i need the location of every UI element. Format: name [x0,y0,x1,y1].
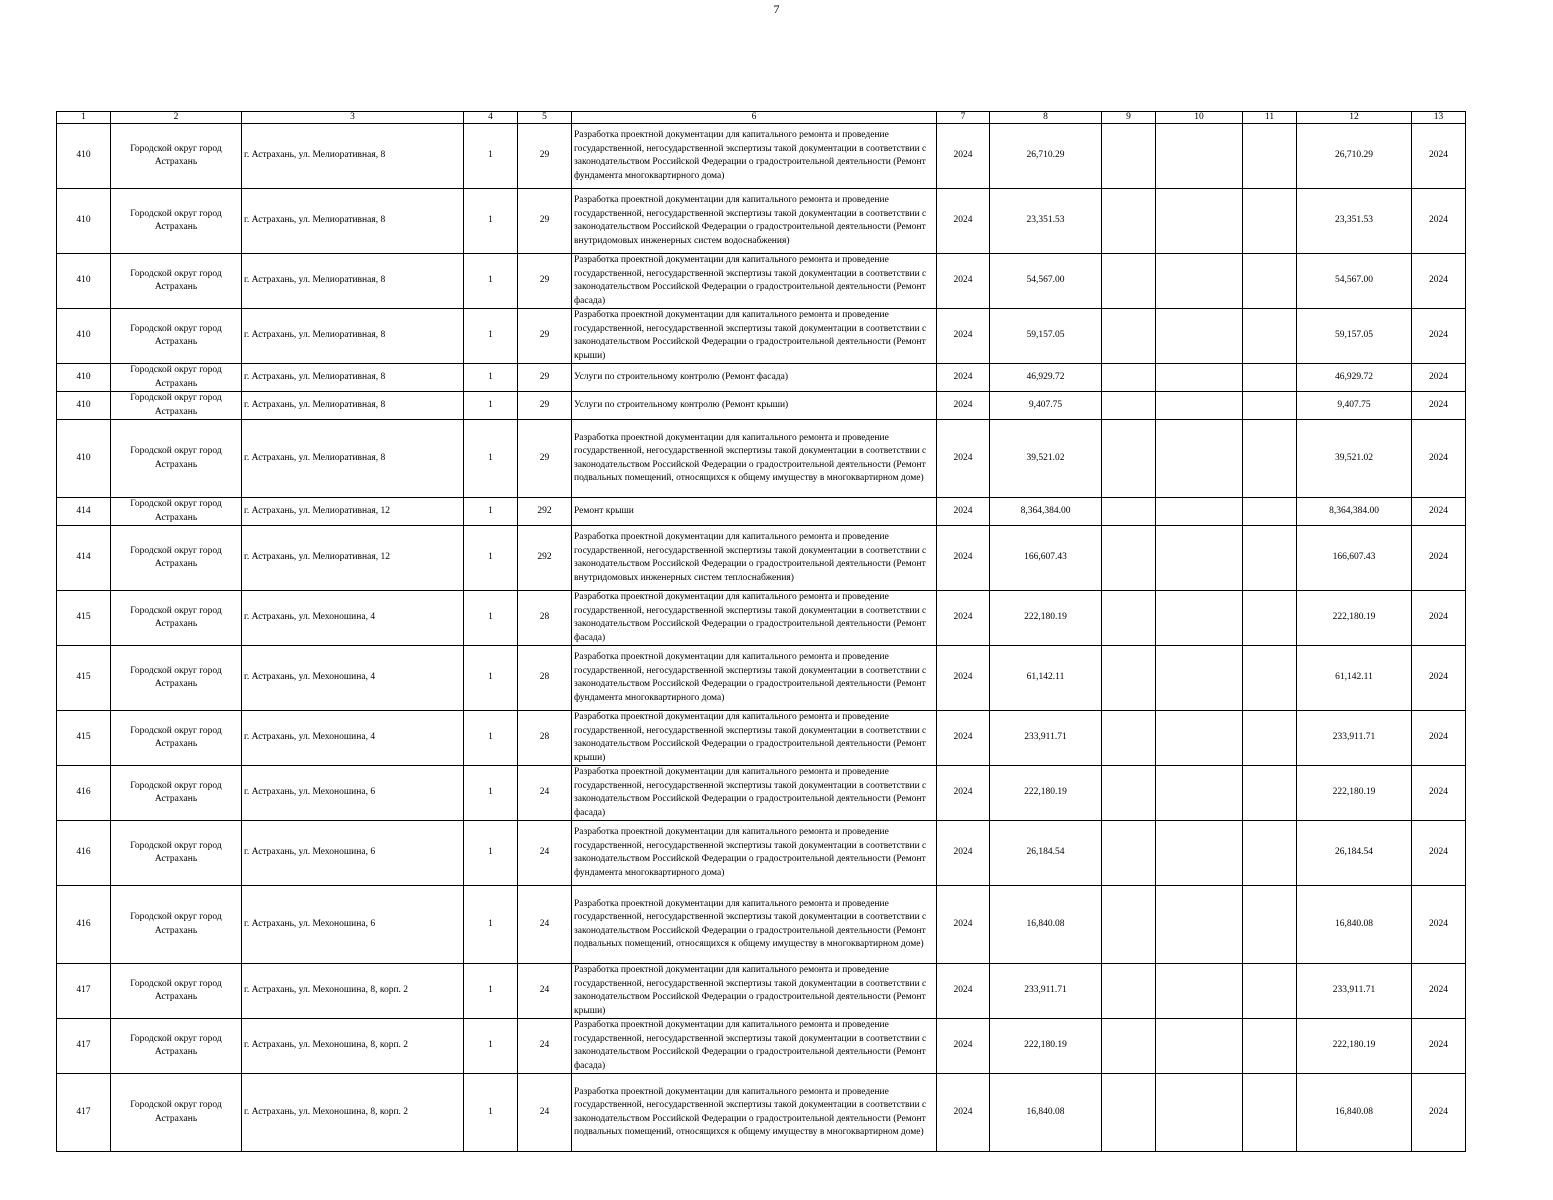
cell-col-10 [1156,821,1243,886]
cell-col-10 [1156,1019,1243,1074]
cell-municipality: Городской округ город Астрахань [111,526,242,591]
cell-completion-year: 2024 [1412,646,1466,711]
cell-year: 2024 [937,364,990,392]
cell-year: 2024 [937,821,990,886]
cell-total: 26,184.54 [1297,821,1412,886]
cell-cost: 39,521.02 [990,420,1102,498]
cell-year: 2024 [937,766,990,821]
page-number: 7 [773,2,780,16]
cell-completion-year: 2024 [1412,591,1466,646]
cell-municipality: Городской округ город Астрахань [111,591,242,646]
cell-address: г. Астрахань, ул. Мелиоративная, 8 [242,364,464,392]
cell-year: 2024 [937,498,990,526]
cell-total: 46,929.72 [1297,364,1412,392]
cell-work-description: Разработка проектной документации для капитального ремонта и проведение государственной, негосударственной экспертизы такой документации в соответствии с законодательством Российской Федерации о градостроительной деятельности (Ремонт фасада) [572,254,937,309]
cell-cost: 9,407.75 [990,392,1102,420]
cell-col-5: 29 [518,364,572,392]
cell-completion-year: 2024 [1412,364,1466,392]
cell-col-10 [1156,189,1243,254]
cell-municipality: Городской округ город Астрахань [111,420,242,498]
cell-work-description: Разработка проектной документации для капитального ремонта и проведение государственной, негосударственной экспертизы такой документации в соответствии с законодательством Российской Федерации о градостроительной деятельности (Ремонт фундамента многоквартирного дома) [572,646,937,711]
cell-col-10 [1156,392,1243,420]
cell-work-description: Разработка проектной документации для капитального ремонта и проведение государственной, негосударственной экспертизы такой документации в соответствии с законодательством Российской Федерации о градостроительной деятельности (Ремонт фундамента многоквартирного дома) [572,124,937,189]
cell-col-11 [1243,1074,1297,1152]
table-row [57,392,1466,420]
cell-municipality: Городской округ город Астрахань [111,364,242,392]
cell-col-10 [1156,766,1243,821]
cell-address: г. Астрахань, ул. Мелиоративная, 8 [242,254,464,309]
cell-col-5: 29 [518,124,572,189]
cell-number: 414 [57,498,111,526]
cell-completion-year: 2024 [1412,189,1466,254]
cell-col-9 [1102,646,1156,711]
cell-total: 23,351.53 [1297,189,1412,254]
cell-col-9 [1102,591,1156,646]
cell-col-9 [1102,189,1156,254]
cell-municipality: Городской округ город Астрахань [111,309,242,364]
cell-work-description: Разработка проектной документации для капитального ремонта и проведение государственной, негосударственной экспертизы такой документации в соответствии с законодательством Российской Федерации о градостроительной деятельности (Ремонт крыши) [572,964,937,1019]
cell-cost: 233,911.71 [990,711,1102,766]
cell-completion-year: 2024 [1412,254,1466,309]
cell-cost: 8,364,384.00 [990,498,1102,526]
cell-address: г. Астрахань, ул. Мелиоративная, 12 [242,498,464,526]
cell-total: 26,710.29 [1297,124,1412,189]
cell-completion-year: 2024 [1412,1074,1466,1152]
cell-col-4: 1 [464,711,518,766]
cell-col-11 [1243,309,1297,364]
cell-address: г. Астрахань, ул. Мехоношина, 6 [242,821,464,886]
cell-col-9 [1102,124,1156,189]
cell-cost: 54,567.00 [990,254,1102,309]
cell-col-4: 1 [464,526,518,591]
cell-completion-year: 2024 [1412,1019,1466,1074]
cell-col-9 [1102,392,1156,420]
cell-col-9 [1102,711,1156,766]
cell-completion-year: 2024 [1412,309,1466,364]
cell-col-11 [1243,526,1297,591]
cell-completion-year: 2024 [1412,766,1466,821]
cell-col-4: 1 [464,646,518,711]
cell-col-5: 292 [518,526,572,591]
cell-col-11 [1243,591,1297,646]
cell-col-11 [1243,964,1297,1019]
cell-completion-year: 2024 [1412,526,1466,591]
cell-number: 417 [57,1074,111,1152]
cell-number: 416 [57,821,111,886]
cell-col-4: 1 [464,124,518,189]
column-header: 7 [937,112,990,124]
cell-col-9 [1102,309,1156,364]
cell-col-5: 29 [518,420,572,498]
table-row [57,309,1466,364]
cell-municipality: Городской округ город Астрахань [111,886,242,964]
cell-completion-year: 2024 [1412,886,1466,964]
cell-col-9 [1102,766,1156,821]
cell-address: г. Астрахань, ул. Мехоношина, 6 [242,886,464,964]
cell-col-4: 1 [464,498,518,526]
cell-number: 417 [57,1019,111,1074]
cell-number: 410 [57,364,111,392]
cell-municipality: Городской округ город Астрахань [111,766,242,821]
table-row [57,498,1466,526]
cell-col-10 [1156,124,1243,189]
cell-address: г. Астрахань, ул. Мехоношина, 8, корп. 2 [242,1019,464,1074]
cell-work-description: Услуги по строительному контролю (Ремонт крыши) [572,392,937,420]
cell-completion-year: 2024 [1412,392,1466,420]
cell-col-4: 1 [464,1074,518,1152]
table-row [57,711,1466,766]
table-row [57,591,1466,646]
cell-year: 2024 [937,646,990,711]
column-header: 8 [990,112,1102,124]
cell-municipality: Городской округ город Астрахань [111,646,242,711]
cell-cost: 233,911.71 [990,964,1102,1019]
cell-year: 2024 [937,124,990,189]
cell-total: 16,840.08 [1297,1074,1412,1152]
cell-total: 54,567.00 [1297,254,1412,309]
cell-municipality: Городской округ город Астрахань [111,498,242,526]
cell-col-5: 29 [518,254,572,309]
column-header: 5 [518,112,572,124]
column-header: 12 [1297,112,1412,124]
cell-cost: 16,840.08 [990,886,1102,964]
cell-col-5: 292 [518,498,572,526]
cell-number: 414 [57,526,111,591]
cell-work-description: Разработка проектной документации для капитального ремонта и проведение государственной, негосударственной экспертизы такой документации в соответствии с законодательством Российской Федерации о градостроительной деятельности (Ремонт внутридомовых инженерных систем водоснабжения) [572,189,937,254]
cell-work-description: Разработка проектной документации для капитального ремонта и проведение государственной, негосударственной экспертизы такой документации в соответствии с законодательством Российской Федерации о градостроительной деятельности (Ремонт фасада) [572,766,937,821]
cell-col-10 [1156,420,1243,498]
cell-col-4: 1 [464,766,518,821]
cell-address: г. Астрахань, ул. Мехоношина, 4 [242,646,464,711]
column-header: 9 [1102,112,1156,124]
cell-col-5: 24 [518,766,572,821]
cell-col-9 [1102,964,1156,1019]
cell-col-11 [1243,886,1297,964]
cell-year: 2024 [937,1074,990,1152]
column-header: 4 [464,112,518,124]
cell-col-11 [1243,189,1297,254]
cell-col-10 [1156,309,1243,364]
cell-col-10 [1156,886,1243,964]
cell-col-10 [1156,711,1243,766]
cell-col-11 [1243,254,1297,309]
cell-cost: 222,180.19 [990,1019,1102,1074]
cell-number: 410 [57,124,111,189]
register-body [57,124,1466,1152]
cell-address: г. Астрахань, ул. Мелиоративная, 12 [242,526,464,591]
cell-col-5: 29 [518,189,572,254]
cell-address: г. Астрахань, ул. Мехоношина, 4 [242,711,464,766]
table-row [57,1074,1466,1152]
cell-total: 59,157.05 [1297,309,1412,364]
cell-year: 2024 [937,526,990,591]
cell-total: 16,840.08 [1297,886,1412,964]
cell-total: 222,180.19 [1297,591,1412,646]
cell-year: 2024 [937,591,990,646]
cell-municipality: Городской округ город Астрахань [111,392,242,420]
cell-col-10 [1156,1074,1243,1152]
cell-completion-year: 2024 [1412,964,1466,1019]
table-row [57,526,1466,591]
cell-total: 233,911.71 [1297,964,1412,1019]
cell-col-4: 1 [464,1019,518,1074]
cell-number: 415 [57,646,111,711]
cell-total: 39,521.02 [1297,420,1412,498]
cell-col-11 [1243,711,1297,766]
cell-work-description: Разработка проектной документации для капитального ремонта и проведение государственной, негосударственной экспертизы такой документации в соответствии с законодательством Российской Федерации о градостроительной деятельности (Ремонт подвальных помещений, относящихся к общему имуществу в многоквартирном доме) [572,886,937,964]
cell-col-5: 24 [518,1019,572,1074]
cell-municipality: Городской округ город Астрахань [111,711,242,766]
cell-municipality: Городской округ город Астрахань [111,821,242,886]
cell-number: 417 [57,964,111,1019]
cell-year: 2024 [937,886,990,964]
cell-year: 2024 [937,392,990,420]
table-row [57,364,1466,392]
cell-col-9 [1102,498,1156,526]
cell-total: 8,364,384.00 [1297,498,1412,526]
cell-total: 222,180.19 [1297,1019,1412,1074]
cell-col-11 [1243,646,1297,711]
cell-address: г. Астрахань, ул. Мелиоративная, 8 [242,309,464,364]
cell-total: 166,607.43 [1297,526,1412,591]
cell-work-description: Разработка проектной документации для капитального ремонта и проведение государственной, негосударственной экспертизы такой документации в соответствии с законодательством Российской Федерации о градостроительной деятельности (Ремонт фундамента многоквартирного дома) [572,821,937,886]
cell-cost: 16,840.08 [990,1074,1102,1152]
cell-work-description: Разработка проектной документации для капитального ремонта и проведение государственной, негосударственной экспертизы такой документации в соответствии с законодательством Российской Федерации о градостроительной деятельности (Ремонт фасада) [572,1019,937,1074]
cell-number: 410 [57,309,111,364]
cell-col-10 [1156,964,1243,1019]
cell-col-4: 1 [464,392,518,420]
cell-col-4: 1 [464,964,518,1019]
cell-number: 415 [57,591,111,646]
cell-municipality: Городской округ город Астрахань [111,254,242,309]
cell-municipality: Городской округ город Астрахань [111,124,242,189]
cell-total: 233,911.71 [1297,711,1412,766]
table-row [57,646,1466,711]
cell-total: 61,142.11 [1297,646,1412,711]
cell-col-4: 1 [464,254,518,309]
cell-cost: 23,351.53 [990,189,1102,254]
cell-municipality: Городской округ город Астрахань [111,1074,242,1152]
cell-col-9 [1102,821,1156,886]
cell-completion-year: 2024 [1412,498,1466,526]
cell-col-4: 1 [464,309,518,364]
column-header: 1 [57,112,111,124]
cell-col-9 [1102,254,1156,309]
cell-address: г. Астрахань, ул. Мехоношина, 8, корп. 2 [242,1074,464,1152]
cell-work-description: Услуги по строительному контролю (Ремонт фасада) [572,364,937,392]
column-header: 11 [1243,112,1297,124]
cell-work-description: Разработка проектной документации для капитального ремонта и проведение государственной, негосударственной экспертизы такой документации в соответствии с законодательством Российской Федерации о градостроительной деятельности (Ремонт крыши) [572,309,937,364]
cell-cost: 59,157.05 [990,309,1102,364]
cell-municipality: Городской округ город Астрахань [111,964,242,1019]
column-header: 10 [1156,112,1243,124]
cell-col-10 [1156,498,1243,526]
cell-col-11 [1243,364,1297,392]
cell-completion-year: 2024 [1412,420,1466,498]
table-row [57,124,1466,189]
cell-number: 416 [57,766,111,821]
cell-address: г. Астрахань, ул. Мелиоративная, 8 [242,189,464,254]
cell-col-11 [1243,392,1297,420]
cell-cost: 46,929.72 [990,364,1102,392]
cell-municipality: Городской округ город Астрахань [111,1019,242,1074]
cell-col-5: 24 [518,886,572,964]
cell-year: 2024 [937,309,990,364]
cell-cost: 61,142.11 [990,646,1102,711]
column-header: 2 [111,112,242,124]
cell-col-5: 28 [518,711,572,766]
cell-col-5: 29 [518,309,572,364]
cell-work-description: Ремонт крыши [572,498,937,526]
cell-municipality: Городской округ город Астрахань [111,189,242,254]
table-row [57,886,1466,964]
cell-total: 9,407.75 [1297,392,1412,420]
table-row [57,420,1466,498]
cell-number: 410 [57,420,111,498]
cell-col-5: 24 [518,964,572,1019]
cell-col-10 [1156,526,1243,591]
cell-completion-year: 2024 [1412,124,1466,189]
cell-col-11 [1243,498,1297,526]
cell-work-description: Разработка проектной документации для капитального ремонта и проведение государственной, негосударственной экспертизы такой документации в соответствии с законодательством Российской Федерации о градостроительной деятельности (Ремонт фасада) [572,591,937,646]
cell-work-description: Разработка проектной документации для капитального ремонта и проведение государственной, негосударственной экспертизы такой документации в соответствии с законодательством Российской Федерации о градостроительной деятельности (Ремонт крыши) [572,711,937,766]
cell-col-10 [1156,591,1243,646]
column-header: 6 [572,112,937,124]
cell-col-4: 1 [464,821,518,886]
cell-col-4: 1 [464,364,518,392]
column-header: 3 [242,112,464,124]
cell-col-5: 29 [518,392,572,420]
table-row [57,964,1466,1019]
cell-col-11 [1243,766,1297,821]
table-row [57,254,1466,309]
cell-year: 2024 [937,254,990,309]
cell-col-9 [1102,420,1156,498]
cell-col-11 [1243,420,1297,498]
table-row [57,1019,1466,1074]
cell-number: 410 [57,392,111,420]
cell-work-description: Разработка проектной документации для капитального ремонта и проведение государственной, негосударственной экспертизы такой документации в соответствии с законодательством Российской Федерации о градостроительной деятельности (Ремонт внутридомовых инженерных систем теплоснабжения) [572,526,937,591]
cell-number: 416 [57,886,111,964]
cell-cost: 26,184.54 [990,821,1102,886]
cell-year: 2024 [937,711,990,766]
cell-cost: 222,180.19 [990,591,1102,646]
cell-col-9 [1102,1074,1156,1152]
cell-completion-year: 2024 [1412,821,1466,886]
cell-address: г. Астрахань, ул. Мехоношина, 6 [242,766,464,821]
cell-col-4: 1 [464,189,518,254]
column-header: 13 [1412,112,1466,124]
cell-work-description: Разработка проектной документации для капитального ремонта и проведение государственной, негосударственной экспертизы такой документации в соответствии с законодательством Российской Федерации о градостроительной деятельности (Ремонт подвальных помещений, относящихся к общему имуществу в многоквартирном доме) [572,420,937,498]
cell-col-4: 1 [464,591,518,646]
cell-address: г. Астрахань, ул. Мелиоративная, 8 [242,420,464,498]
cell-col-10 [1156,254,1243,309]
table-row [57,189,1466,254]
cell-cost: 26,710.29 [990,124,1102,189]
cell-col-5: 24 [518,821,572,886]
cell-col-11 [1243,821,1297,886]
cell-col-11 [1243,124,1297,189]
table-row [57,821,1466,886]
cell-cost: 166,607.43 [990,526,1102,591]
cell-completion-year: 2024 [1412,711,1466,766]
cell-year: 2024 [937,189,990,254]
cell-col-5: 28 [518,646,572,711]
cell-year: 2024 [937,1019,990,1074]
cell-number: 410 [57,254,111,309]
cell-work-description: Разработка проектной документации для капитального ремонта и проведение государственной, негосударственной экспертизы такой документации в соответствии с законодательством Российской Федерации о градостроительной деятельности (Ремонт подвальных помещений, относящихся к общему имуществу в многоквартирном доме) [572,1074,937,1152]
table-row [57,766,1466,821]
cell-col-9 [1102,364,1156,392]
cell-col-5: 28 [518,591,572,646]
cell-col-4: 1 [464,886,518,964]
cell-number: 415 [57,711,111,766]
cell-cost: 222,180.19 [990,766,1102,821]
cell-address: г. Астрахань, ул. Мелиоративная, 8 [242,124,464,189]
cell-col-9 [1102,886,1156,964]
cell-total: 222,180.19 [1297,766,1412,821]
cell-col-11 [1243,1019,1297,1074]
cell-col-9 [1102,526,1156,591]
cell-number: 410 [57,189,111,254]
cell-year: 2024 [937,420,990,498]
cell-col-5: 24 [518,1074,572,1152]
cell-address: г. Астрахань, ул. Мелиоративная, 8 [242,392,464,420]
cell-col-9 [1102,1019,1156,1074]
register-table [56,111,1466,1152]
cell-col-4: 1 [464,420,518,498]
column-number-row [57,112,1466,124]
cell-col-10 [1156,646,1243,711]
cell-year: 2024 [937,964,990,1019]
cell-address: г. Астрахань, ул. Мехоношина, 8, корп. 2 [242,964,464,1019]
cell-col-10 [1156,364,1243,392]
cell-address: г. Астрахань, ул. Мехоношина, 4 [242,591,464,646]
